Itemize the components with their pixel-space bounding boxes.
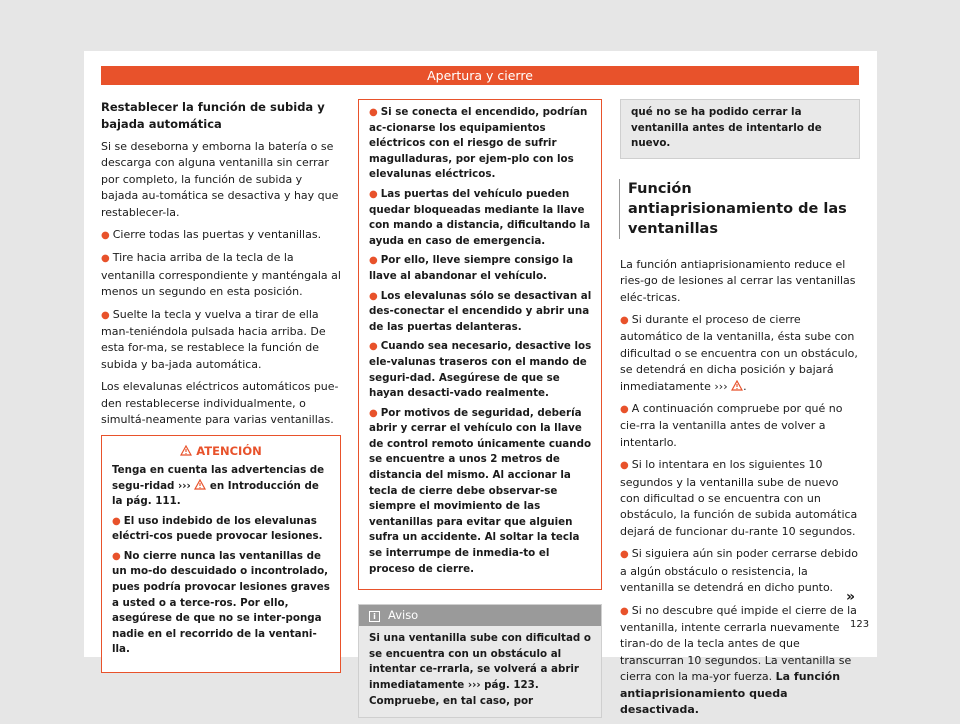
paragraph: Si se deseborna y emborna la batería o se descarga con alguna ventanilla sin cerrar por completo, la función de subida y bajada au-tomática se desactiva y hay que restablecer-la.: [101, 140, 339, 219]
section-header: Apertura y cierre: [101, 66, 859, 85]
list-item: ● Por motivos de seguridad, debería abrir y cerrar el vehículo con la llave de control remoto únicamente cuando se encuentre a unos 2 metros de distancia del mismo. Al accionar la tecla de cierre debe observar-se siempre el movimiento de las ventanillas para evitar que alguien sufra un accidente. Al soltar la tecla se interrumpe de inmedia-to el proceso de cierre.: [369, 406, 592, 575]
info-icon: i: [369, 611, 380, 622]
warning-triangle-icon: [180, 445, 192, 456]
bullet-icon: ●: [101, 253, 110, 265]
list-item: ● Si no descubre qué impide el cierre de la ventanilla, intente cerrarla nuevamente tiran-do de la tecla antes de que transcurran 10 segundos. La ventanilla se cierra con la ma-yor fuerza. La función antiaprisionamiento queda desactivada.: [620, 603, 857, 716]
page-number: 123: [850, 619, 870, 630]
continue-mark: »: [846, 589, 856, 605]
bullet-icon: ●: [620, 549, 629, 561]
bullet-icon: ●: [101, 230, 110, 242]
list-item: ● A continuación compruebe por qué no cie-rra la ventanilla antes de volver a intentarlo.: [620, 402, 843, 449]
warning-triangle-icon: [194, 479, 206, 490]
bullet-icon: ●: [369, 107, 378, 118]
aviso-box: [358, 604, 602, 718]
list-item: ● Si durante el proceso de cierre automático de la ventanilla, ésta sube con dificultad o se encuentra con un obstáculo, se detendrá en dicha posición y bajará inmediatamente ››› .: [620, 313, 858, 393]
list-item: ● El uso indebido de los elevalunas eléctri-cos puede provocar lesiones.: [112, 514, 323, 543]
warning-triangle-icon: [731, 380, 743, 391]
bullet-icon: ●: [101, 309, 110, 321]
bullet-icon: ●: [620, 460, 629, 472]
bullet-icon: ●: [112, 550, 121, 562]
paragraph: Los elevalunas eléctricos automáticos pue-den restablecerse individualmente, o simultá-neamente para varias ventanillas.: [101, 380, 339, 427]
bullet-icon: ●: [369, 188, 378, 200]
warning-box-continued: [358, 99, 602, 590]
warning-title: ATENCIÓN: [102, 436, 340, 463]
reference-arrows[interactable]: ›››: [177, 479, 191, 492]
warning-body: Tenga en cuenta las advertencias de segu-ridad ››› en Introducción de la pág. 111. ● El uso indebido de los elevalunas eléctri-cos puede provocar lesiones. ● No cierre nunca las ventanillas de un mo-do descuidado o incontrolado, pues podría provocar lesiones graves a usted o a terce-ros. Por ello, asegúrese de que no se inter-ponga nadie en el recorrido de la ventani-lla.: [102, 463, 340, 672]
aviso-box-continued: qué no se ha podido cerrar la ventanilla antes de intentarlo de nuevo.: [620, 99, 860, 159]
list-item: ● Si siguiera aún sin poder cerrarse debido a algún obstáculo o resistencia, la ventanilla se detendrá en dicho punto.: [620, 547, 858, 595]
column-right: [620, 99, 860, 724]
list-item: ● No cierre nunca las ventanillas de un mo-do descuidado o incontrolado, pues podría provocar lesiones graves a usted o a terce-ros. Por ello, asegúrese de que no se inter-ponga nadie en el recorrido de la ventani-lla.: [112, 549, 330, 656]
column-middle: [358, 99, 602, 718]
bullet-icon: ●: [620, 315, 629, 326]
section-heading: Restablecer la función de subida y bajada automática: [101, 100, 325, 131]
section-heading: Función antiaprisionamiento de las ventanillas: [619, 179, 860, 239]
bullet-icon: ●: [620, 404, 629, 416]
list-item: ● Suelte la tecla y vuelva a tirar de ella man-teniéndola pulsada hacia arriba. De esta for-ma, se restablece la función de subida y ba-jada automática.: [101, 307, 326, 371]
bullet-icon: ●: [369, 255, 378, 267]
list-item: ● Cierre todas las puertas y ventanillas.: [101, 228, 322, 242]
list-item: ● Por ello, lleve siempre consigo la llave al abandonar el vehículo.: [369, 254, 574, 282]
column-left: [101, 99, 341, 673]
bullet-icon: ●: [369, 341, 378, 353]
warning-box: [101, 435, 341, 674]
list-item: ● Tire hacia arriba de la tecla de la ventanilla correspondiente y manténgala al menos un segundo en esta posición.: [101, 251, 341, 299]
bullet-icon: ●: [620, 605, 629, 617]
reference-arrows[interactable]: ›››: [714, 379, 728, 393]
paragraph: La función antiaprisionamiento reduce el ries-go de lesiones al cerrar las ventanillas eléc-tricas.: [620, 257, 856, 304]
bullet-icon: ●: [369, 407, 378, 419]
reference-link[interactable]: en Introducción de la pág. 111.: [112, 479, 319, 508]
reference-link[interactable]: ››› pág. 123: [467, 679, 535, 691]
list-item: ● Si lo intentara en los siguientes 10 segundos y la ventanilla sube de nuevo con dificultad o se encuentra con un obstáculo, la función de subida automática dejará de funcionar du-rante 10 segundos.: [620, 458, 858, 538]
bullet-icon: ●: [112, 515, 121, 527]
list-item: ● Las puertas del vehículo pueden quedar bloqueadas mediante la llave con mando a distancia, dificultando la ayuda en caso de emergencia.: [369, 187, 591, 247]
aviso-title: i Aviso: [359, 605, 601, 626]
aviso-body: Si una ventanilla sube con dificultad o se encuentra con un obstáculo al intentar ce-rrarla, se volverá a abrir inmediatamente ››› pág. 123. Compruebe, en tal caso, por: [369, 632, 591, 707]
bullet-icon: ●: [369, 290, 378, 302]
list-item: ● Cuando sea necesario, desactive los ele-valunas traseros con el mando de seguri-dad. Asegúrese de que se hayan desacti-vado realmente.: [369, 340, 592, 400]
list-item: ● Si se conecta el encendido, podrían ac-cionarse los equipamientos eléctricos con el riesgo de sufrir magulladuras, por ejem-plo con los elevalunas eléctricos.: [369, 106, 588, 181]
list-item: ● Los elevalunas sólo se desactivan al des-conectar el encendido y abrir una de las puertas delanteras.: [369, 289, 592, 333]
